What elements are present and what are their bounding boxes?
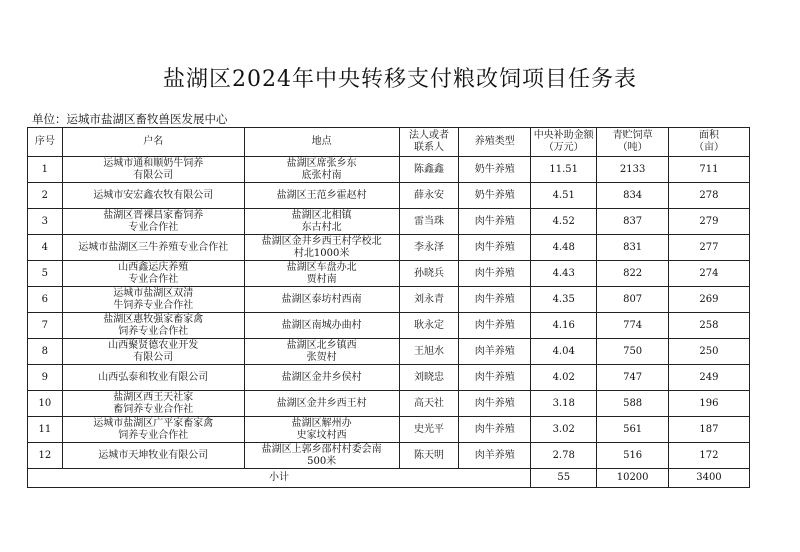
cell-area: 196 <box>668 391 749 417</box>
cell-name: 盐湖区西王天社家 畜饲养专业合作社 <box>62 391 244 417</box>
cell-amount: 4.52 <box>531 209 597 235</box>
cell-area: 711 <box>668 157 749 183</box>
cell-no: 12 <box>28 443 63 469</box>
cell-name: 运城市盐湖区三牛养殖专业合作社 <box>62 235 244 261</box>
cell-contact: 王旭水 <box>399 339 459 365</box>
task-table <box>27 127 750 488</box>
cell-silage: 2133 <box>597 157 669 183</box>
cell-contact: 耿永定 <box>399 313 459 339</box>
cell-no: 5 <box>28 261 63 287</box>
cell-no: 10 <box>28 391 63 417</box>
cell-no: 3 <box>28 209 63 235</box>
cell-area: 187 <box>668 417 749 443</box>
cell-place: 盐湖区金井乡西王村学校北 村北1000米 <box>244 235 399 261</box>
cell-place: 盐湖区解州办 史家坟村西 <box>244 417 399 443</box>
table-row <box>28 287 750 313</box>
cell-type: 肉牛养殖 <box>459 313 531 339</box>
page-title: 盐湖区2024年中央转移支付粮改饲项目任务表 <box>163 67 637 92</box>
cell-area: 274 <box>668 261 749 287</box>
cell-no: 1 <box>28 157 63 183</box>
cell-area: 172 <box>668 443 749 469</box>
cell-name: 运城市盐湖区广平家畜家禽 饲养专业合作社 <box>62 417 244 443</box>
table-row <box>28 209 750 235</box>
table-row <box>28 261 750 287</box>
cell-amount: 4.51 <box>531 183 597 209</box>
subtotal-row <box>28 469 750 488</box>
table-row <box>28 365 750 391</box>
cell-place: 盐湖区席张乡东 底张村南 <box>244 157 399 183</box>
cell-silage: 834 <box>597 183 669 209</box>
table-row <box>28 417 750 443</box>
cell-place: 盐湖区北乡镇西 张贺村 <box>244 339 399 365</box>
subtotal-label: 小计 <box>28 469 531 488</box>
table-row <box>28 235 750 261</box>
cell-amount: 4.02 <box>531 365 597 391</box>
cell-place: 盐湖区金井乡侯村 <box>244 365 399 391</box>
table-row <box>28 157 750 183</box>
cell-no: 9 <box>28 365 63 391</box>
header-cell-type: 养殖类型 <box>459 128 531 157</box>
cell-silage: 588 <box>597 391 669 417</box>
cell-area: 278 <box>668 183 749 209</box>
cell-contact: 薛永安 <box>399 183 459 209</box>
cell-type: 肉羊养殖 <box>459 339 531 365</box>
cell-name: 盐湖区晋裸昌家畜饲养 专业合作社 <box>62 209 244 235</box>
cell-area: 250 <box>668 339 749 365</box>
cell-type: 肉牛养殖 <box>459 391 531 417</box>
table-row <box>28 391 750 417</box>
cell-name: 运城市通和顺奶牛饲养 有限公司 <box>62 157 244 183</box>
cell-area: 277 <box>668 235 749 261</box>
subtotal-amount: 55 <box>531 469 597 488</box>
cell-amount: 11.51 <box>531 157 597 183</box>
cell-place: 盐湖区王范乡霍赵村 <box>244 183 399 209</box>
cell-silage: 561 <box>597 417 669 443</box>
header-cell-no: 序号 <box>28 128 63 157</box>
unit-label: 单位：运城市盐湖区畜牧兽医发展中心 <box>32 112 228 126</box>
cell-type: 肉牛养殖 <box>459 261 531 287</box>
cell-type: 奶牛养殖 <box>459 183 531 209</box>
cell-contact: 雷当珠 <box>399 209 459 235</box>
cell-silage: 747 <box>597 365 669 391</box>
cell-area: 258 <box>668 313 749 339</box>
table-row <box>28 313 750 339</box>
cell-contact: 陈鑫鑫 <box>399 157 459 183</box>
cell-no: 6 <box>28 287 63 313</box>
cell-contact: 高天社 <box>399 391 459 417</box>
cell-place: 盐湖区车盘办北 贾村南 <box>244 261 399 287</box>
cell-name: 运城市安宏鑫农牧有限公司 <box>62 183 244 209</box>
header-cell-contact: 法人或者 联系人 <box>399 128 459 157</box>
cell-type: 奶牛养殖 <box>459 157 531 183</box>
cell-no: 11 <box>28 417 63 443</box>
cell-silage: 807 <box>597 287 669 313</box>
cell-place: 盐湖区上郭乡邵村村委会南 500米 <box>244 443 399 469</box>
cell-place: 盐湖区金井乡西王村 <box>244 391 399 417</box>
cell-area: 279 <box>668 209 749 235</box>
cell-amount: 2.78 <box>531 443 597 469</box>
header-cell-amount: 中央补助金额 （万元） <box>531 128 597 157</box>
cell-silage: 516 <box>597 443 669 469</box>
cell-amount: 4.48 <box>531 235 597 261</box>
cell-place: 盐湖区泰坊村西南 <box>244 287 399 313</box>
cell-name: 运城市天坤牧业有限公司 <box>62 443 244 469</box>
cell-no: 2 <box>28 183 63 209</box>
cell-contact: 陈天明 <box>399 443 459 469</box>
cell-name: 山西弘泰和牧业有限公司 <box>62 365 244 391</box>
header-cell-place: 地点 <box>244 128 399 157</box>
cell-silage: 822 <box>597 261 669 287</box>
cell-type: 肉牛养殖 <box>459 209 531 235</box>
cell-silage: 837 <box>597 209 669 235</box>
cell-amount: 4.16 <box>531 313 597 339</box>
cell-name: 山西鑫运庆养殖 专业合作社 <box>62 261 244 287</box>
table-row <box>28 443 750 469</box>
cell-silage: 774 <box>597 313 669 339</box>
cell-contact: 刘晓忠 <box>399 365 459 391</box>
header-cell-area: 面积 （亩） <box>668 128 749 157</box>
cell-contact: 史光平 <box>399 417 459 443</box>
table-body <box>28 157 750 469</box>
header-cell-name: 户名 <box>62 128 244 157</box>
cell-silage: 750 <box>597 339 669 365</box>
cell-amount: 4.04 <box>531 339 597 365</box>
header-cell-silage: 青贮饲草 （吨） <box>597 128 669 157</box>
cell-name: 运城市盐湖区双清 牛饲养专业合作社 <box>62 287 244 313</box>
header-row <box>28 128 750 157</box>
cell-area: 249 <box>668 365 749 391</box>
cell-type: 肉牛养殖 <box>459 235 531 261</box>
cell-type: 肉牛养殖 <box>459 287 531 313</box>
cell-no: 7 <box>28 313 63 339</box>
table-row <box>28 339 750 365</box>
cell-amount: 4.43 <box>531 261 597 287</box>
subtotal-area: 3400 <box>668 469 749 488</box>
cell-no: 8 <box>28 339 63 365</box>
cell-area: 269 <box>668 287 749 313</box>
cell-amount: 4.35 <box>531 287 597 313</box>
cell-place: 盐湖区南城办曲村 <box>244 313 399 339</box>
cell-contact: 李永泽 <box>399 235 459 261</box>
cell-contact: 刘永青 <box>399 287 459 313</box>
cell-name: 盐湖区惠牧强家畜家禽 饲养专业合作社 <box>62 313 244 339</box>
cell-name: 山西聚贤德农业开发 有限公司 <box>62 339 244 365</box>
cell-place: 盐湖区北相镇 东古村北 <box>244 209 399 235</box>
cell-amount: 3.18 <box>531 391 597 417</box>
cell-type: 肉牛养殖 <box>459 365 531 391</box>
cell-no: 4 <box>28 235 63 261</box>
subtotal-silage: 10200 <box>597 469 669 488</box>
cell-type: 肉牛养殖 <box>459 417 531 443</box>
cell-amount: 3.02 <box>531 417 597 443</box>
cell-type: 肉羊养殖 <box>459 443 531 469</box>
cell-silage: 831 <box>597 235 669 261</box>
cell-contact: 孙晓兵 <box>399 261 459 287</box>
table-row <box>28 183 750 209</box>
